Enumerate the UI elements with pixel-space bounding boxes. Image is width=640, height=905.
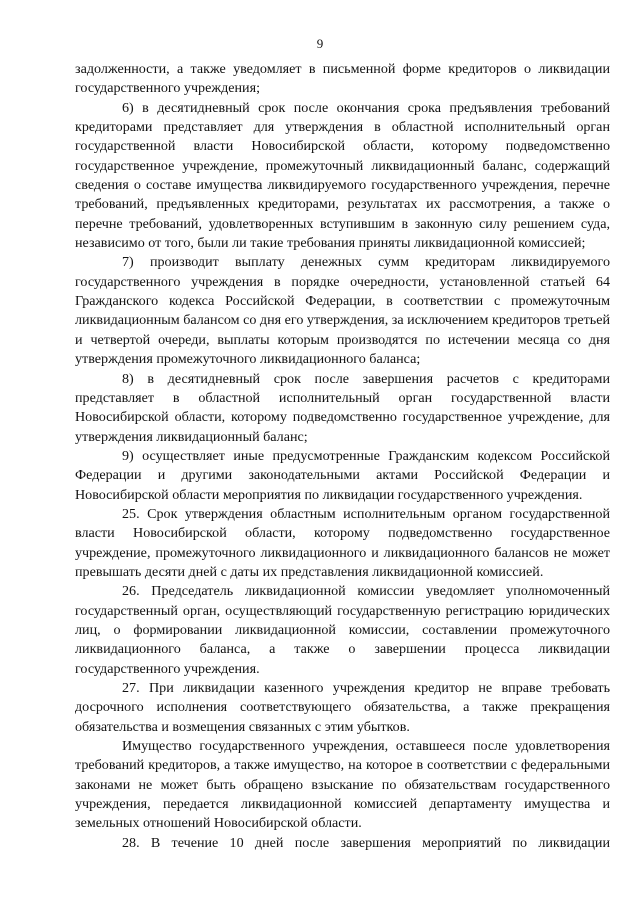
page-number: 9 [316,36,324,51]
paragraph-item-25: 25. Срок утверждения областным исполнительным органом государственной власти Новосибирской области, которому подведомственно государственное учреждение, промежуточного ликвидационного и ликвидационного балансов не может превышать десяти дней с даты их представления ликвидационной комиссией. [75,505,610,580]
paragraph-item-8: 8) в десятидневный срок после завершения расчетов с кредиторами представляет в областной исполнительный орган государственной власти Новосибирской области, которому подведомственно государственное учреждение, для утверждения ликвидационный баланс; [75,370,610,445]
paragraph-item-6: 6) в десятидневный срок после окончания срока предъявления требований кредиторами представляет для утверждения в областной исполнительный орган государственной власти Новосибирской области, которому подведомственно государственное учреждение, промежуточный ликвидационный баланс, содержащий сведения о составе имущества ликвидируемого государственного учреждения, перечне требований, предъявленных кредиторами, результатах их рассмотрения, а также о перечне требований, удовлетворенных вступившим в законную силу решением суда, независимо от того, были ли такие требования приняты ликвидационной комиссией; [75,99,610,252]
paragraph-item-27: 27. При ликвидации казенного учреждения кредитор не вправе требовать досрочного исполнения соответствующего обязательства, а также прекращения обязательства и возмещения связанных с этим убытков. [75,680,610,735]
paragraph-item-26: 26. Председатель ликвидационной комиссии уведомляет уполномоченный государственный орган, осуществляющий государственную регистрацию юридических лиц, о формировании ликвидационной комиссии, составлении промежуточного ликвидационного баланса, а также о завершении процесса ликвидации государственного учреждения. [75,583,610,677]
paragraph-property-transfer: Имущество государственного учреждения, оставшееся после удовлетворения требований кредиторов, а также имущество, на которое в соответствии с федеральными законами не может быть обращено взыскание по обязательствам государственного учреждения, передается ликвидационной комиссией департаменту имущества и земельных отношений Новосибирской области. [75,738,610,832]
document-body [75,60,610,853]
paragraph-continuation: задолженности, а также уведомляет в письменной форме кредиторов о ликвидации государственного учреждения; [75,61,610,97]
paragraph-item-9: 9) осуществляет иные предусмотренные Гражданским кодексом Российской Федерации и другими законодательными актами Российской Федерации и Новосибирской области мероприятия по ликвидации государственного учреждения. [75,447,610,503]
paragraph-item-7: 7) производит выплату денежных сумм кредиторам ликвидируемого государственного учреждения в порядке очередности, установленной статьей 64 Гражданского кодекса Российской Федерации, в соответствии с промежуточным ликвидационным балансом со дня его утверждения, за исключением кредиторов третьей и четвертой очереди, выплаты которым производятся по истечении месяца со дня утверждения промежуточного ликвидационного баланса; [75,254,610,368]
paragraph-item-28: 28. В течение 10 дней после завершения мероприятий по ликвидации [122,834,610,851]
